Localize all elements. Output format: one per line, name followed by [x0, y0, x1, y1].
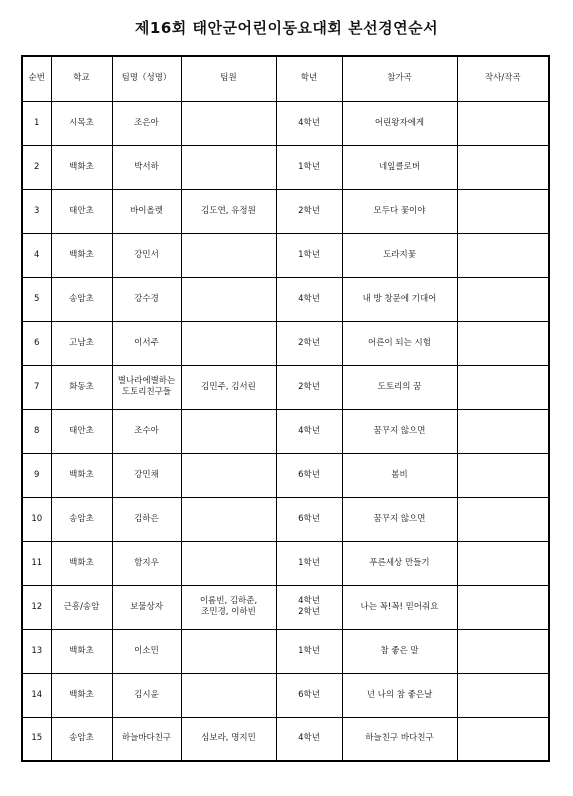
cell-team-name: [112, 717, 181, 761]
header-school: 학교: [51, 56, 112, 101]
cell-grade-line: 4학년: [298, 733, 320, 744]
cell-school: 백화초: [51, 541, 112, 585]
header-song: 참가곡: [342, 56, 457, 101]
cell-team-name: [112, 409, 181, 453]
cell-grade-line: 4학년: [298, 293, 320, 304]
cell-grade: [276, 233, 342, 277]
table-row: [22, 453, 549, 497]
cell-team-name: [112, 497, 181, 541]
cell-order: 5: [22, 277, 51, 321]
cell-team-name: [112, 629, 181, 673]
cell-grade-line: 4학년: [298, 425, 320, 436]
cell-grade-line: 6학년: [298, 513, 320, 524]
table-row: [22, 541, 549, 585]
cell-school: 송암초: [51, 497, 112, 541]
cell-song: 꿈꾸지 않으면: [342, 497, 457, 541]
cell-song: 나는 꼭!꼭! 믿어줘요: [342, 585, 457, 629]
cell-team-name-line: 조수아: [134, 425, 159, 436]
cell-school: 백화초: [51, 629, 112, 673]
cell-grade-line: 2학년: [298, 607, 320, 617]
cell-lyricist-composer: [457, 453, 549, 497]
cell-song: 모두다 꽃이야: [342, 189, 457, 233]
cell-team-members-line: 심보라, 명지민: [201, 733, 256, 744]
cell-grade-line: 6학년: [298, 689, 320, 700]
cell-song: 참 좋은 말: [342, 629, 457, 673]
cell-team-members: [181, 585, 276, 629]
cell-order: 10: [22, 497, 51, 541]
cell-order: 8: [22, 409, 51, 453]
cell-song: 네잎클로버: [342, 145, 457, 189]
document-title: 제16회 태안군어린이동요대회 본선경연순서: [134, 19, 439, 37]
cell-team-members-line: 김도연, 유정원: [201, 205, 256, 216]
cell-team-name-line: 강민서: [134, 249, 159, 260]
cell-team-members: [181, 277, 276, 321]
cell-grade: [276, 145, 342, 189]
cell-order: 14: [22, 673, 51, 717]
cell-lyricist-composer: [457, 541, 549, 585]
cell-grade: [276, 409, 342, 453]
cell-school: 송암초: [51, 717, 112, 761]
cell-school: 근흥/송암: [51, 585, 112, 629]
cell-school: 백화초: [51, 673, 112, 717]
cell-team-members: [181, 101, 276, 145]
cell-school: 백화초: [51, 233, 112, 277]
cell-grade-line: 1학년: [298, 645, 320, 656]
cell-grade-line: 4학년: [298, 117, 320, 128]
cell-team-name: [112, 277, 181, 321]
cell-order: 3: [22, 189, 51, 233]
cell-school: 시목초: [51, 101, 112, 145]
header-team-members: 팀원: [181, 56, 276, 101]
cell-team-members: [181, 629, 276, 673]
cell-team-name-line: 박서하: [134, 161, 159, 172]
cell-grade: [276, 277, 342, 321]
table-row: [22, 101, 549, 145]
header-lyricist-composer: 작사/작곡: [457, 56, 549, 101]
table-row: [22, 277, 549, 321]
cell-order: 7: [22, 365, 51, 409]
cell-team-name-line: 하늘바다친구: [121, 733, 172, 744]
table-row: [22, 673, 549, 717]
cell-song: 어린왕자에게: [342, 101, 457, 145]
cell-school: 고남초: [51, 321, 112, 365]
cell-team-name-line: 도토리친구들: [121, 387, 172, 397]
cell-team-members: [181, 717, 276, 761]
cell-team-members-line: 이롬빈, 김하준,: [199, 596, 258, 606]
cell-order: 12: [22, 585, 51, 629]
cell-lyricist-composer: [457, 409, 549, 453]
cell-school: 화동초: [51, 365, 112, 409]
cell-team-members: [181, 189, 276, 233]
cell-grade: [276, 629, 342, 673]
cell-order: 9: [22, 453, 51, 497]
cell-grade-line: 6학년: [298, 469, 320, 480]
table-row: [22, 189, 549, 233]
cell-grade: [276, 497, 342, 541]
cell-grade-line: 1학년: [298, 557, 320, 568]
cell-song: 하늘친구 바다친구: [342, 717, 457, 761]
table-row: [22, 409, 549, 453]
cell-team-members: [181, 321, 276, 365]
table-row: [22, 585, 549, 629]
cell-lyricist-composer: [457, 145, 549, 189]
cell-song: 도토리의 꿈: [342, 365, 457, 409]
cell-lyricist-composer: [457, 233, 549, 277]
cell-grade-line: 2학년: [298, 337, 320, 348]
cell-song: 넌 나의 참 좋은날: [342, 673, 457, 717]
cell-team-name-line: 바이올렛: [130, 205, 163, 216]
cell-grade: [276, 189, 342, 233]
cell-grade-line: 1학년: [298, 249, 320, 260]
cell-team-members-line: 조민경, 이하빈: [201, 607, 256, 617]
cell-team-members: [181, 453, 276, 497]
cell-lyricist-composer: [457, 629, 549, 673]
cell-grade: [276, 365, 342, 409]
table-row: [22, 145, 549, 189]
cell-team-name-line: 별나라에별하는: [117, 376, 176, 386]
cell-team-name-line: 강민채: [134, 469, 159, 480]
cell-grade-line: 4학년: [298, 596, 320, 606]
cell-order: 4: [22, 233, 51, 277]
cell-team-name-line: 김시윤: [134, 689, 159, 700]
cell-team-name-line: 보물상자: [130, 601, 163, 612]
cell-order: 2: [22, 145, 51, 189]
cell-song: 내 방 창문에 기대어: [342, 277, 457, 321]
cell-school: 태안초: [51, 409, 112, 453]
cell-grade: [276, 541, 342, 585]
cell-team-members-line: 김민주, 김서린: [201, 381, 256, 392]
cell-song: 푸른세상 만들기: [342, 541, 457, 585]
cell-team-members: [181, 409, 276, 453]
table-row: [22, 497, 549, 541]
cell-song: 봄비: [342, 453, 457, 497]
cell-team-members: [181, 497, 276, 541]
cell-lyricist-composer: [457, 717, 549, 761]
cell-school: 송암초: [51, 277, 112, 321]
cell-order: 15: [22, 717, 51, 761]
cell-team-name-line: 이서주: [134, 337, 159, 348]
cell-lyricist-composer: [457, 277, 549, 321]
cell-team-name: [112, 321, 181, 365]
cell-team-name-line: 조은아: [134, 117, 159, 128]
cell-lyricist-composer: [457, 365, 549, 409]
table-row: [22, 365, 549, 409]
cell-order: 1: [22, 101, 51, 145]
table-row: [22, 717, 549, 761]
cell-team-name: [112, 189, 181, 233]
header-grade: 학년: [276, 56, 342, 101]
cell-grade: [276, 321, 342, 365]
cell-song: 도라지꽃: [342, 233, 457, 277]
table-body: [22, 101, 549, 761]
cell-team-name: [112, 233, 181, 277]
cell-lyricist-composer: [457, 101, 549, 145]
cell-grade-line: 1학년: [298, 161, 320, 172]
cell-team-members: [181, 365, 276, 409]
cell-school: 태안초: [51, 189, 112, 233]
cell-order: 13: [22, 629, 51, 673]
cell-team-name: [112, 101, 181, 145]
header-team-name: 팀명（성명）: [112, 56, 181, 101]
cell-grade: [276, 673, 342, 717]
cell-song: 어른이 되는 시험: [342, 321, 457, 365]
cell-team-name: [112, 145, 181, 189]
cell-order: 11: [22, 541, 51, 585]
cell-team-name-line: 함지우: [134, 557, 159, 568]
cell-order: 6: [22, 321, 51, 365]
cell-team-members: [181, 233, 276, 277]
header-order: 순번: [22, 56, 51, 101]
cell-school: 백화초: [51, 453, 112, 497]
cell-lyricist-composer: [457, 189, 549, 233]
cell-lyricist-composer: [457, 497, 549, 541]
cell-lyricist-composer: [457, 585, 549, 629]
cell-team-name: [112, 453, 181, 497]
cell-grade-line: 2학년: [298, 381, 320, 392]
cell-grade: [276, 585, 342, 629]
cell-team-members: [181, 145, 276, 189]
performance-order-table: [21, 55, 550, 762]
cell-team-name-line: 김하은: [134, 513, 159, 524]
cell-team-name: [112, 585, 181, 629]
table-row: [22, 629, 549, 673]
cell-lyricist-composer: [457, 321, 549, 365]
cell-grade: [276, 453, 342, 497]
cell-lyricist-composer: [457, 673, 549, 717]
cell-team-name: [112, 365, 181, 409]
cell-team-name-line: 강수경: [134, 293, 159, 304]
cell-grade: [276, 717, 342, 761]
table-row: [22, 233, 549, 277]
cell-team-members: [181, 673, 276, 717]
table-row: [22, 321, 549, 365]
cell-team-name-line: 이소민: [134, 645, 159, 656]
cell-grade: [276, 101, 342, 145]
cell-grade-line: 2학년: [298, 205, 320, 216]
cell-school: 백화초: [51, 145, 112, 189]
cell-team-members: [181, 541, 276, 585]
cell-song: 꿈꾸지 않으면: [342, 409, 457, 453]
header-row: [22, 56, 549, 101]
cell-team-name: [112, 541, 181, 585]
cell-team-name: [112, 673, 181, 717]
